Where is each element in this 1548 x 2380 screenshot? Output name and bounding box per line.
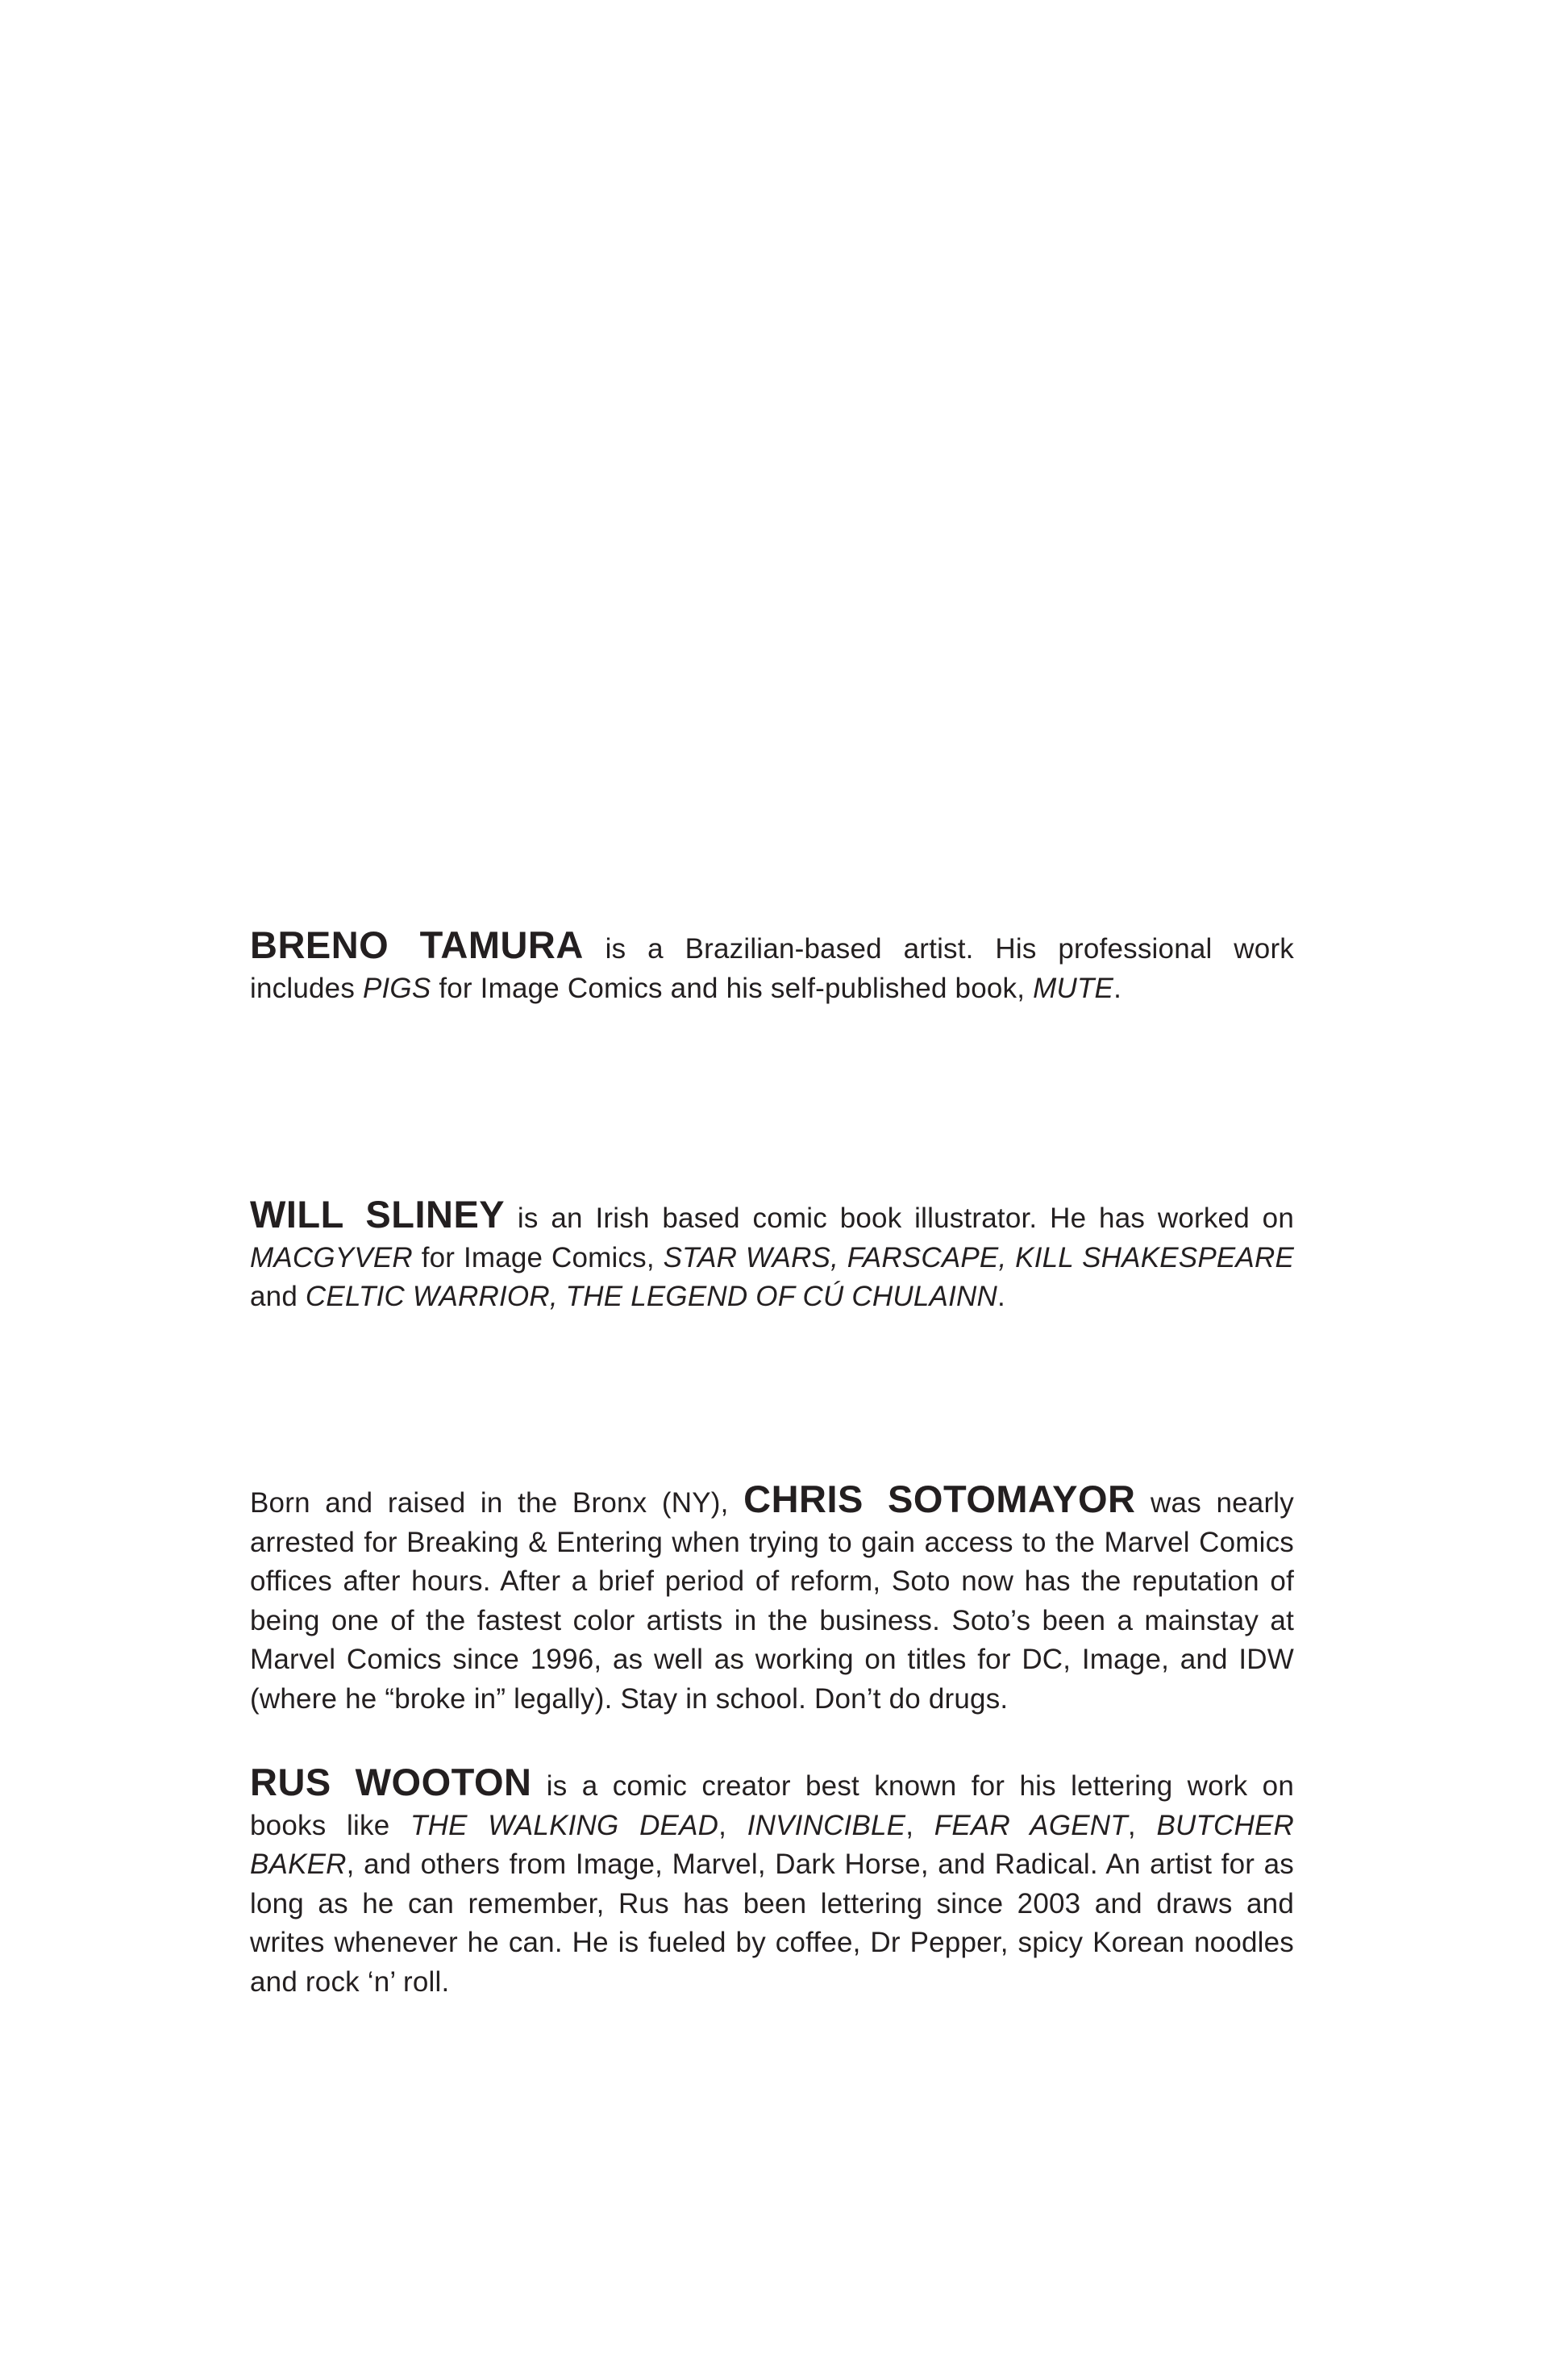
bio-text: was nearly arrested for Breaking & Entering when trying to gain access to the Marvel Comics offices after hours. After a brief period of reform, Soto now has the reputation of being one of the fastest color artists in the business. Soto’s been a mainstay at Marvel Comics since 1996, as well as working on titles for DC, Image, and IDW (where he “broke in” legally). Stay in school. Don’t do drugs.	[250, 1487, 1294, 1715]
bio-chris-sotomayor	[250, 1480, 1294, 1719]
bio-text: .	[1113, 972, 1122, 1004]
bio-text: .	[997, 1281, 1005, 1312]
bio-text: is a Brazilian-based artist. His professional work includes	[250, 933, 1294, 1004]
title-text: CELTIC WARRIOR, THE LEGEND OF CÚ CHULAINN	[305, 1281, 997, 1312]
creator-name: RUS WOOTON	[250, 1761, 532, 1803]
bio-text: for Image Comics,	[412, 1241, 664, 1273]
title-text: STAR WARS, FARSCAPE, KILL SHAKESPEARE	[663, 1241, 1294, 1273]
bio-text: is an Irish based comic book illustrator. He has worked on	[505, 1203, 1294, 1234]
bio-text: ,	[718, 1809, 747, 1841]
bio-text: , and others from Image, Marvel, Dark Horse, and Radical. An artist for as long as he can remember, Rus has been lettering since 2003 and draws and writes whenever he can. He is fueled by coffee, Dr Pepper, spicy Korean noodles and rock ‘n’ roll.	[250, 1849, 1294, 1998]
title-text: INVINCIBLE	[747, 1809, 906, 1841]
bio-breno-tamura	[250, 923, 1294, 1008]
creator-name: WILL SLINEY	[250, 1193, 506, 1236]
title-text: MUTE	[1033, 972, 1114, 1004]
creator-name: BRENO TAMURA	[250, 923, 584, 966]
title-text: THE WALKING DEAD	[410, 1809, 719, 1841]
bio-text: for Image Comics and his self-published book,	[431, 972, 1034, 1004]
title-text: BUTCHER BAKER	[250, 1809, 1295, 1880]
bio-will-sliney	[250, 1195, 1294, 1317]
bio-text: and	[250, 1281, 306, 1312]
creator-name: CHRIS SOTOMAYOR	[743, 1478, 1136, 1520]
bio-rus-wooton	[250, 1763, 1294, 2002]
bio-text: Born and raised in the Bronx (NY),	[250, 1487, 744, 1519]
title-text: MACGYVER	[250, 1241, 413, 1273]
bio-text: ,	[905, 1809, 934, 1841]
title-text: PIGS	[362, 972, 431, 1004]
title-text: FEAR AGENT	[934, 1809, 1128, 1841]
bio-text: is a comic creator best known for his lettering work on books like	[250, 1770, 1294, 1841]
bio-text: ,	[1127, 1809, 1157, 1841]
